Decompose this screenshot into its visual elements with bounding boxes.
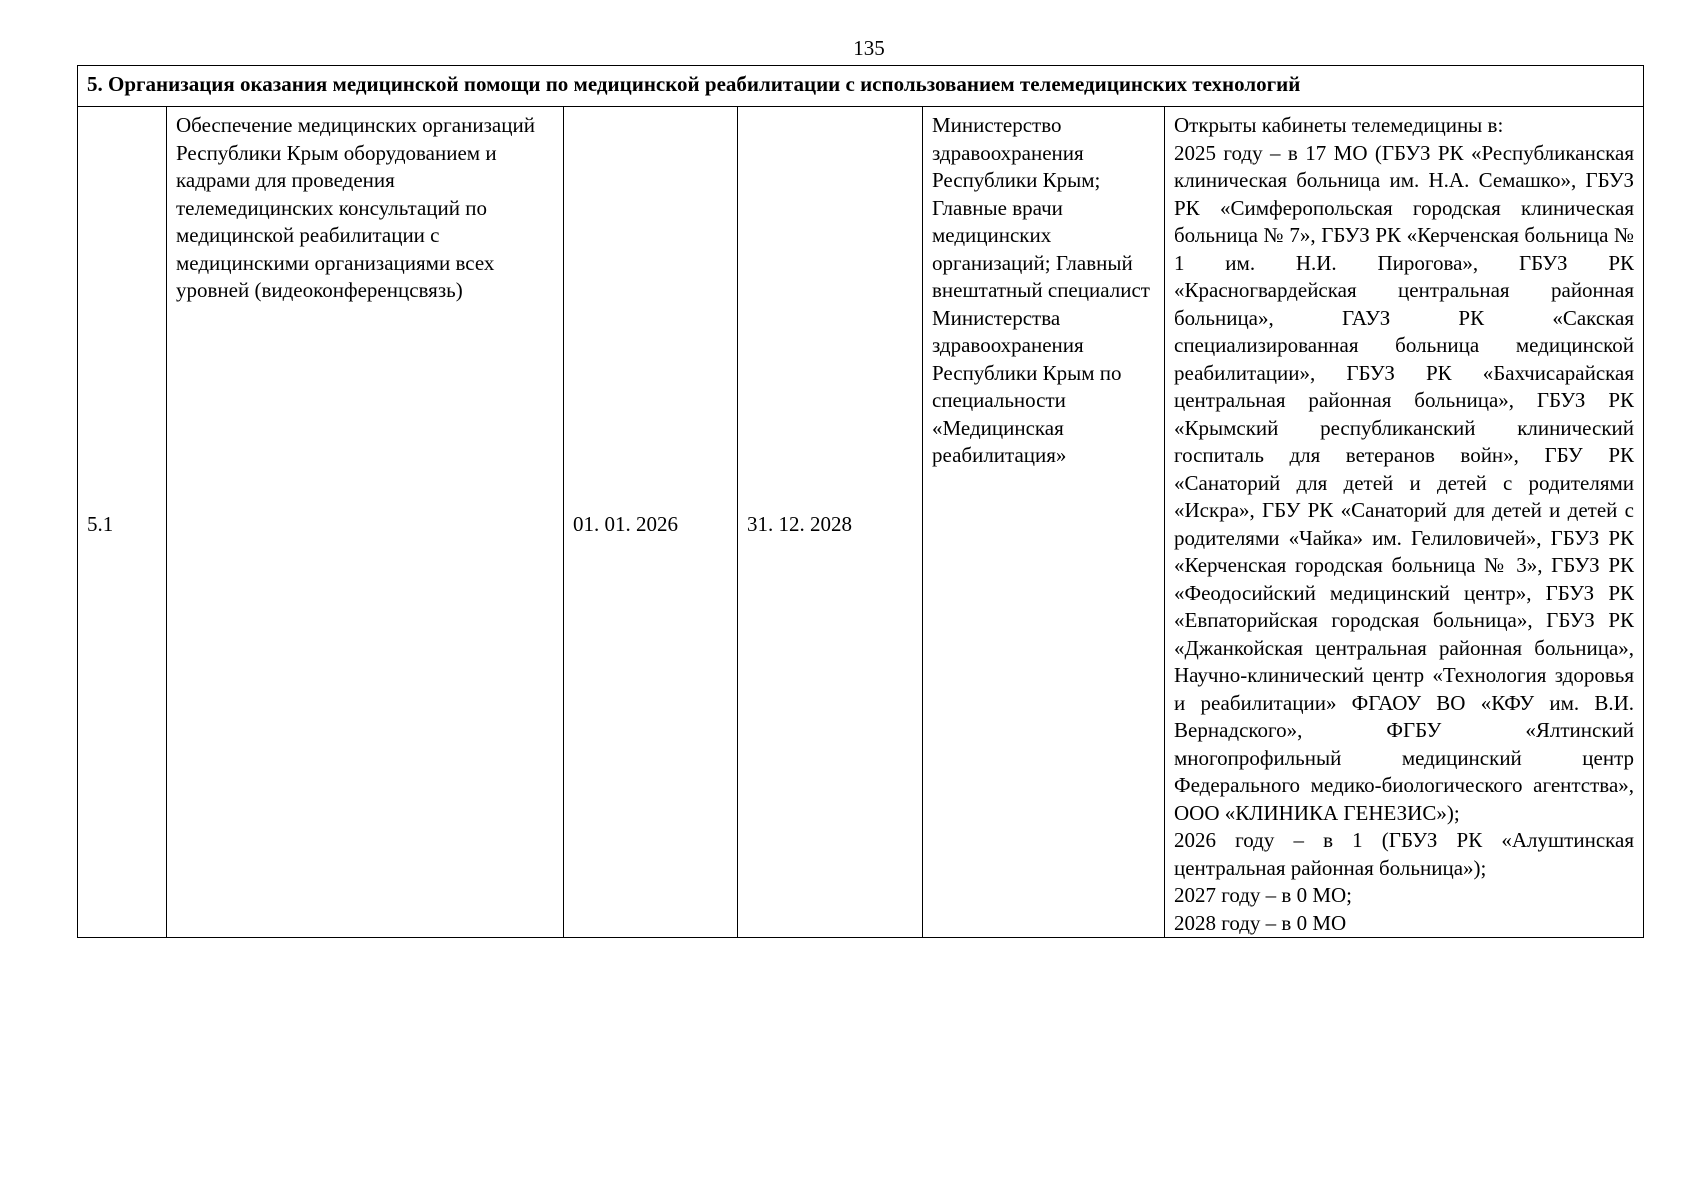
measures-table bbox=[77, 65, 1644, 938]
result-2027: 2027 году – в 0 МО; bbox=[1174, 883, 1353, 907]
start-date: 01. 01. 2026 bbox=[564, 107, 738, 938]
expected-result bbox=[1165, 107, 1644, 938]
responsible-executors: Министерство здравоохранения Республики Крым; Главные врачи медицинских организаций; Главный внештатный специалист Министерства здравоохранения Республики Крым по специальности «Медицинская реабилитация» bbox=[923, 107, 1165, 938]
row-number: 5.1 bbox=[78, 107, 167, 938]
result-2026: 2026 году – в 1 (ГБУЗ РК «Алуштинская центральная районная больница»); bbox=[1174, 828, 1635, 880]
result-2028: 2028 году – в 0 МО bbox=[1174, 910, 1347, 935]
section-header-row bbox=[78, 66, 1644, 107]
result-intro: Открыты кабинеты телемедицины в: bbox=[1174, 113, 1504, 137]
result-2025: 2025 году – в 17 МО (ГБУЗ РК «Республиканская клиническая больница им. Н.А. Семашко», ГБУЗ РК «Симферопольская городская клиническая больница № 7», ГБУЗ РК «Керченская больница № 1 им. Н.И. Пирогова», ГБУЗ РК «Красногвардейская центральная районная больница», ГАУЗ РК «Сакская специализированная больница медицинской реабилитации», ГБУЗ РК «Бахчисарайская центральная районная больница», ГБУЗ РК «Крымский республиканский клинический госпиталь для ветеранов войн», ГБУ РК «Санаторий для детей и детей с родителями «Искра», ГБУ РК «Санаторий для детей и детей с родителями «Чайка» им. Гелиловичей», ГБУЗ РК «Керченская городская больница № 3», ГБУЗ РК «Феодосийский медицинский центр», ГБУЗ РК «Евпаторийская городская больница», ГБУЗ РК «Джанкойская центральная районная больница», Научно-клинический центр «Технология здоровья и реабилитации» ФГАОУ ВО «КФУ им. В.И. Вернадского», ФГБУ «Ялтинский многопрофильный медицинский центр Федерального медико-биологического агентства», ООО «КЛИНИКА ГЕНЕЗИС»); bbox=[1174, 140, 1635, 825]
table-row bbox=[78, 107, 1644, 938]
section-title: 5. Организация оказания медицинской помощи по медицинской реабилитации с использованием телемедицинских технологий bbox=[78, 66, 1644, 107]
activity-description: Обеспечение медицинских организаций Республики Крым оборудованием и кадрами для проведения телемедицинских консультаций по медицинской реабилитации с медицинскими организациями всех уровней (видеоконференцсвязь) bbox=[167, 107, 564, 938]
end-date: 31. 12. 2028 bbox=[738, 107, 923, 938]
page-number: 135 bbox=[853, 36, 885, 60]
